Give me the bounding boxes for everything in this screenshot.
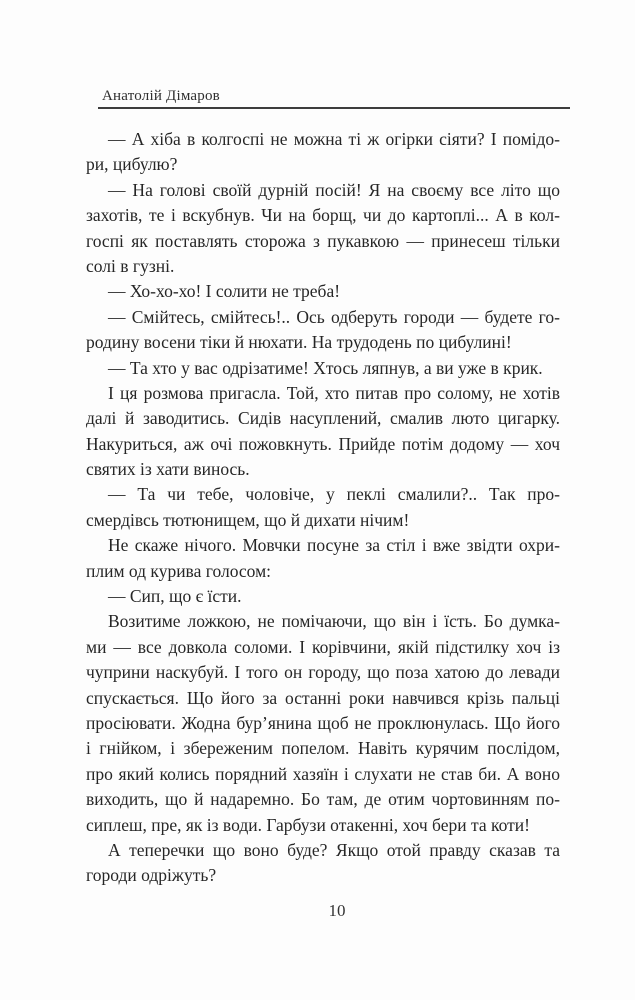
text-line: про який колись порядний хазяїн і слухати не став би. А воно (86, 763, 560, 784)
text-line: чуприни наскубуй. І того он городу, що поза хатою до левади (86, 662, 560, 683)
text-line: — Хо-хо-хо! І солити не треба! (108, 281, 341, 302)
text-line: ри, цибулю? (86, 154, 178, 175)
header-rule (98, 107, 570, 109)
text-line: Не скаже нічого. Мовчки посуне за стіл і вже звідти охри- (108, 535, 560, 556)
text-line: родину восени тіки й нюхати. На трудодень по цибулині! (86, 332, 512, 353)
text-line: виходить, що й надаремно. Бо там, де отим чортовинням по- (86, 789, 560, 810)
text-line: городи одріжуть? (86, 865, 217, 886)
text-line: — Та хто у вас одрізатиме! Хтось ляпнув, а ви уже в крик. (108, 357, 543, 378)
text-line: — На голові своїй дурній посій! Я на своєму все літо що (108, 179, 560, 200)
page-header-author: Анатолій Дімаров (102, 88, 220, 104)
text-line: А теперечки що воно буде? Якщо отой правду сказав та (108, 839, 560, 860)
text-line: — Та чи тебе, чоловіче, у пеклі смалили?.. Так про- (108, 484, 560, 505)
text-line: і гнійком, і збереженим попелом. Навіть курячим послідом, (86, 738, 560, 759)
text-line: плим од курива голосом: (86, 560, 272, 581)
text-line: — Сип, що є їсти. (108, 586, 242, 607)
text-line: сиплеш, пре, як із води. Гарбузи отакенні, хоч бери та коти! (86, 814, 530, 835)
text-line: Возитиме ложкою, не помічаючи, що він і їсть. Бо думка- (108, 611, 560, 632)
text-line: смердівсь тютюнищем, що й дихати нічим! (86, 509, 410, 530)
text-line: госпі як поставлять сторожа з пукавкою — принесеш тільки (86, 230, 560, 251)
text-line: солі в гузні. (86, 255, 175, 276)
text-line: спускається. Що його за останні роки навчився крізь пальці (86, 687, 560, 708)
text-line: далі й заводитись. Сидів насуплений, смалив люто цигарку. (86, 408, 560, 429)
page-number: 10 (328, 901, 346, 920)
text-line: просіювати. Жодна бур’янина щоб не проклюнулась. Що його (86, 712, 560, 733)
text-line: святих із хати винось. (86, 459, 250, 480)
text-line: — Смійтесь, смійтесь!.. Ось одберуть городи — будете го- (108, 306, 560, 327)
text-line: — А хіба в колгоспі не можна ті ж огірки сіяти? І помідо- (108, 129, 560, 149)
text-line: ми — все довкола соломи. І корівчини, якій підстилку хоч із (86, 636, 560, 657)
text-line: Накуриться, аж очі пожовкнуть. Прийде потім додому — хоч (86, 433, 560, 454)
text-line: захотів, те і вскубнув. Чи на борщ, чи до картоплі... А в кол- (86, 205, 560, 226)
text-line: І ця розмова пригасла. Той, хто питав про солому, не хотів (108, 382, 560, 403)
body-text (86, 127, 560, 889)
